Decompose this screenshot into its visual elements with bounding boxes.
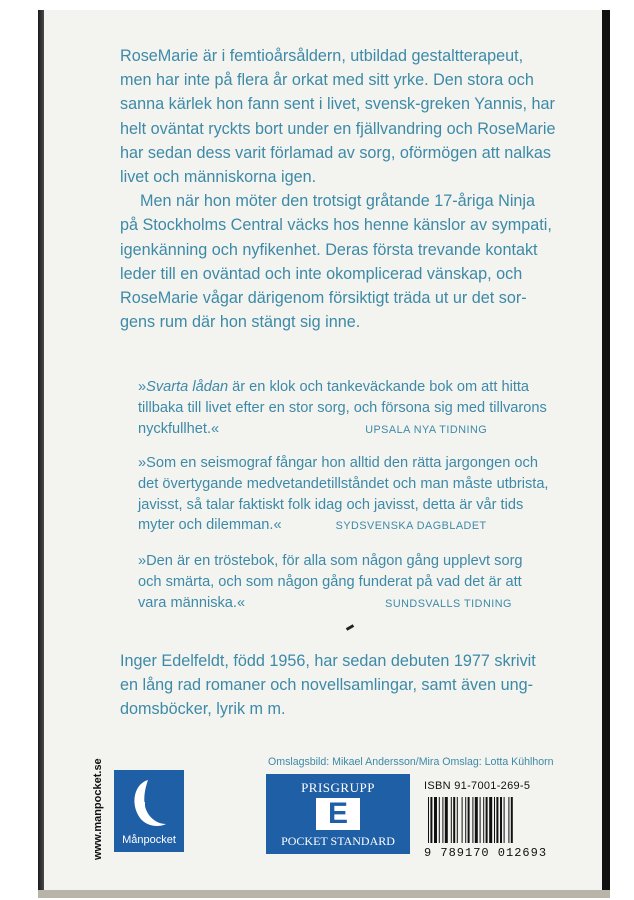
quote-line: är en klok och tankeväckande bok om att hitta xyxy=(228,379,530,395)
author-line: en lång rad romaner och novellsamlingar, samt även ung- xyxy=(120,676,534,695)
price-group-type: POCKET STANDARD xyxy=(281,834,395,848)
review-quote-sundsvalls xyxy=(138,551,570,614)
barcode-bar xyxy=(430,797,432,843)
blurb-line: Men när hon möter den trotsigt gråtande 17-åriga Ninja xyxy=(140,192,536,211)
barcode-bar xyxy=(462,797,463,843)
book-right-edge xyxy=(602,10,610,890)
barcode-bar xyxy=(500,797,502,843)
barcode-bar xyxy=(434,797,437,843)
page-margin-top xyxy=(0,0,634,10)
barcode-bar xyxy=(453,797,455,843)
publisher-url: www.manpocket.se xyxy=(92,758,104,860)
barcode-bar xyxy=(489,797,492,843)
price-group-badge xyxy=(266,774,410,854)
blurb-line: igenkänning och nyfikenhet. Deras första trevande kontakt xyxy=(120,240,538,259)
blurb-line: livet och människorna igen. xyxy=(120,168,317,187)
barcode-bar xyxy=(486,797,488,843)
barcode-number: 9 789170 012693 xyxy=(424,846,548,860)
quote-source: SUNDSVALLS TIDNING xyxy=(385,597,512,610)
barcode-bar xyxy=(428,797,429,843)
barcode-bar xyxy=(457,797,458,843)
barcode-bar xyxy=(496,797,498,843)
cover-credits: Omslagsbild: Mikael Andersson/Mira Omslag: Lotta Kühlhorn xyxy=(268,756,554,768)
quote-line: och smärta, och som någon gång funderat på vad det är att xyxy=(138,573,522,590)
author-line: domsböcker, lyrik m m. xyxy=(120,700,286,719)
blurb-line: men har inte på flera år orkat med sitt yrke. Den stora och xyxy=(120,71,534,90)
price-group-label: PRISGRUPP xyxy=(301,780,375,795)
publisher-logo xyxy=(114,770,184,852)
barcode-bar xyxy=(439,797,440,843)
barcode-bar xyxy=(475,797,478,843)
barcode-bar xyxy=(483,797,484,843)
barcode-bar xyxy=(442,797,443,843)
blurb-paragraph-2 xyxy=(120,189,570,334)
barcode xyxy=(426,797,572,843)
barcode-bar xyxy=(480,797,481,843)
blurb-line: har sedan dess varit förlamad av sorg, oförmögen att nalkas xyxy=(120,143,551,162)
isbn-text: ISBN 91-7001-269-5 xyxy=(424,780,531,792)
book-title-italic: Svarta lådan xyxy=(146,379,229,395)
review-quote-sydsvenska xyxy=(138,453,570,537)
barcode-bar xyxy=(494,797,495,843)
quote-line: myter och dilemman.« xyxy=(138,517,282,534)
barcode-bar xyxy=(504,797,505,843)
quote-source: SYDSVENSKA DAGBLADET xyxy=(335,520,487,533)
blurb-line: helt oväntat ryckts bort under en fjällvandring och RoseMarie xyxy=(120,119,556,138)
barcode-bar xyxy=(465,797,466,843)
quote-line: vara människa.« xyxy=(138,594,246,611)
quote-line: tillbaka till livet efter en stor sorg, och försona sig med tillvarons xyxy=(138,399,547,416)
quote-line: »Den är en tröstebok, för alla som någon gång upplevt sorg xyxy=(138,553,523,569)
barcode-bar xyxy=(468,797,470,843)
barcode-bar xyxy=(511,797,513,843)
quote-open-mark: » xyxy=(138,379,147,395)
blurb-line: gens rum där hon stängt sig inne. xyxy=(120,313,361,332)
blurb-paragraph-1 xyxy=(120,44,570,189)
quote-source: UPSALA NYA TIDNING xyxy=(365,423,488,436)
quote-line: »Som en seismograf fångar hon alltid den rätta jargongen och xyxy=(138,455,538,471)
blurb-line: sanna kärlek hon fann sent i livet, svensk-greken Yannis, har xyxy=(120,95,555,114)
author-bio xyxy=(120,649,570,722)
quote-line: det övertygande medvetandetillståndet och man måste utbrista, xyxy=(138,475,549,492)
barcode-bar xyxy=(451,797,452,843)
quote-line: nyckfullhet.« xyxy=(138,420,220,437)
barcode-bar xyxy=(508,797,509,843)
blurb-line: leder till en oväntad och inte okomplicerad vänskap, och xyxy=(120,264,523,283)
blurb xyxy=(120,44,570,334)
moon-face-icon xyxy=(114,774,184,836)
author-line: Inger Edelfeldt, född 1956, har sedan debuten 1977 skrivit xyxy=(120,652,536,670)
blurb-line: RoseMarie vågar därigenom försiktigt träda ut ur det sor- xyxy=(120,289,527,308)
book-bottom-edge xyxy=(38,890,610,898)
barcode-bar xyxy=(445,797,448,843)
publisher-logo-text: Månpocket xyxy=(122,834,176,846)
barcode-bar xyxy=(472,797,473,843)
blurb-line: på Stockholms Central väcks hos henne känslor av sympati, xyxy=(120,216,552,235)
quote-line: javisst, så talar faktiskt folk idag och javisst, detta är vår tids xyxy=(138,496,524,513)
review-quote-upsala xyxy=(138,377,570,440)
blurb-line: RoseMarie är i femtioårsåldern, utbildad gestaltterapeut, xyxy=(120,47,524,65)
price-group-letter: E xyxy=(316,798,360,830)
